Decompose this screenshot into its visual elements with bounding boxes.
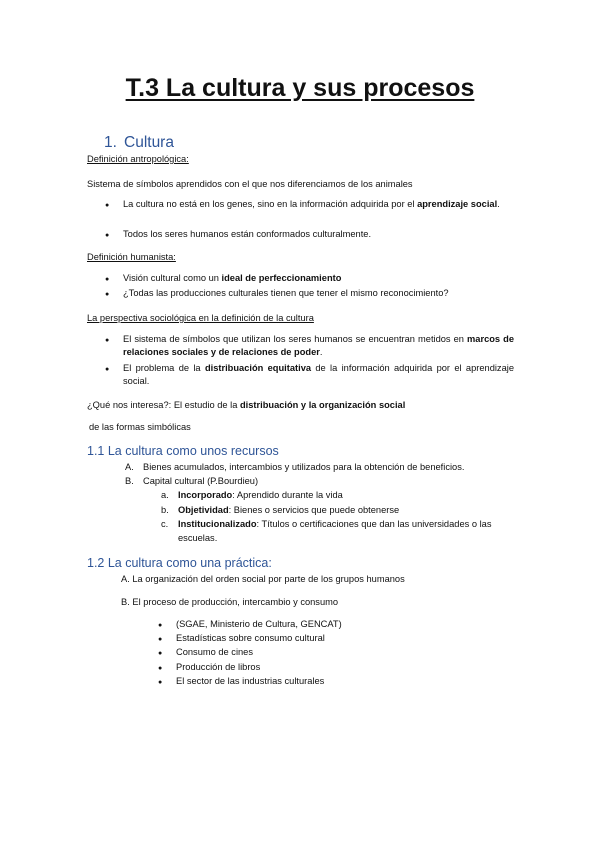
list-marker: a. <box>161 490 169 500</box>
list-item: A. La organización del orden social por parte de los grupos humanos <box>121 574 405 584</box>
section-heading-cultura: Cultura <box>124 134 174 151</box>
list-item: Objetividad: Bienes o servicios que puede obtenerse <box>178 505 400 515</box>
section-heading-recursos: 1.1 La cultura como unos recursos <box>87 444 279 458</box>
bullet-item: ● Visión cultural como un ideal de perfeccionamiento <box>123 272 341 285</box>
bullet-item: ● El sector de las industrias culturales <box>176 675 324 688</box>
page-title: T.3 La cultura y sus procesos <box>125 74 475 102</box>
bullet-item: ● (SGAE, Ministerio de Cultura, GENCAT) <box>176 618 342 631</box>
section-number: 1. <box>104 134 117 151</box>
perspectiva-sociologica-label: La perspectiva sociológica en la definición de la cultura <box>87 313 314 323</box>
bullet-item: ● ¿Todas las producciones culturales tienen que tener el mismo reconocimiento? <box>123 287 449 300</box>
list-item: Incorporado: Aprendido durante la vida <box>178 490 343 500</box>
section-heading-practica: 1.2 La cultura como una práctica: <box>87 556 272 570</box>
def-antropologica-text: Sistema de símbolos aprendidos con el que nos diferenciamos de los animales <box>87 179 413 189</box>
list-marker: b. <box>161 505 169 515</box>
list-item-continuation: escuelas. <box>178 533 218 543</box>
list-item: B. El proceso de producción, intercambio y consumo <box>121 597 339 607</box>
list-item: Bienes acumulados, intercambios y utilizados para la obtención de beneficios. <box>143 462 465 472</box>
list-marker: B. <box>125 476 134 486</box>
bullet-item: ● Consumo de cines <box>176 646 253 659</box>
def-antropologica-label: Definición antropológica: <box>87 154 189 164</box>
list-item: Institucionalizado: Títulos o certificaciones que dan las universidades o las <box>178 519 492 529</box>
def-humanista-label: Definición humanista: <box>87 252 176 262</box>
bullet-item: ● La cultura no está en los genes, sino en la información adquirida por el aprendizaje social. <box>123 198 514 211</box>
interest-line-2: de las formas simbólicas <box>89 422 191 432</box>
bullet-item: ● Producción de libros <box>176 661 260 674</box>
interest-line: ¿Qué nos interesa?: El estudio de la distribuación y la organización social <box>87 400 406 410</box>
list-marker: c. <box>161 519 169 529</box>
bullet-item: ● El problema de la distribuación equitativa de la información adquirida por el aprendizaje social. <box>123 362 514 388</box>
bullet-item: ● Todos los seres humanos están conformados culturalmente. <box>123 228 371 241</box>
bullet-item: ● Estadísticas sobre consumo cultural <box>176 632 325 645</box>
bullet-item: ● El sistema de símbolos que utilizan los seres humanos se encuentran metidos en marcos de relaciones sociales y de relaciones de poder. <box>123 333 514 359</box>
list-marker: A. <box>125 462 134 472</box>
list-item: Capital cultural (P.Bourdieu) <box>143 476 259 486</box>
